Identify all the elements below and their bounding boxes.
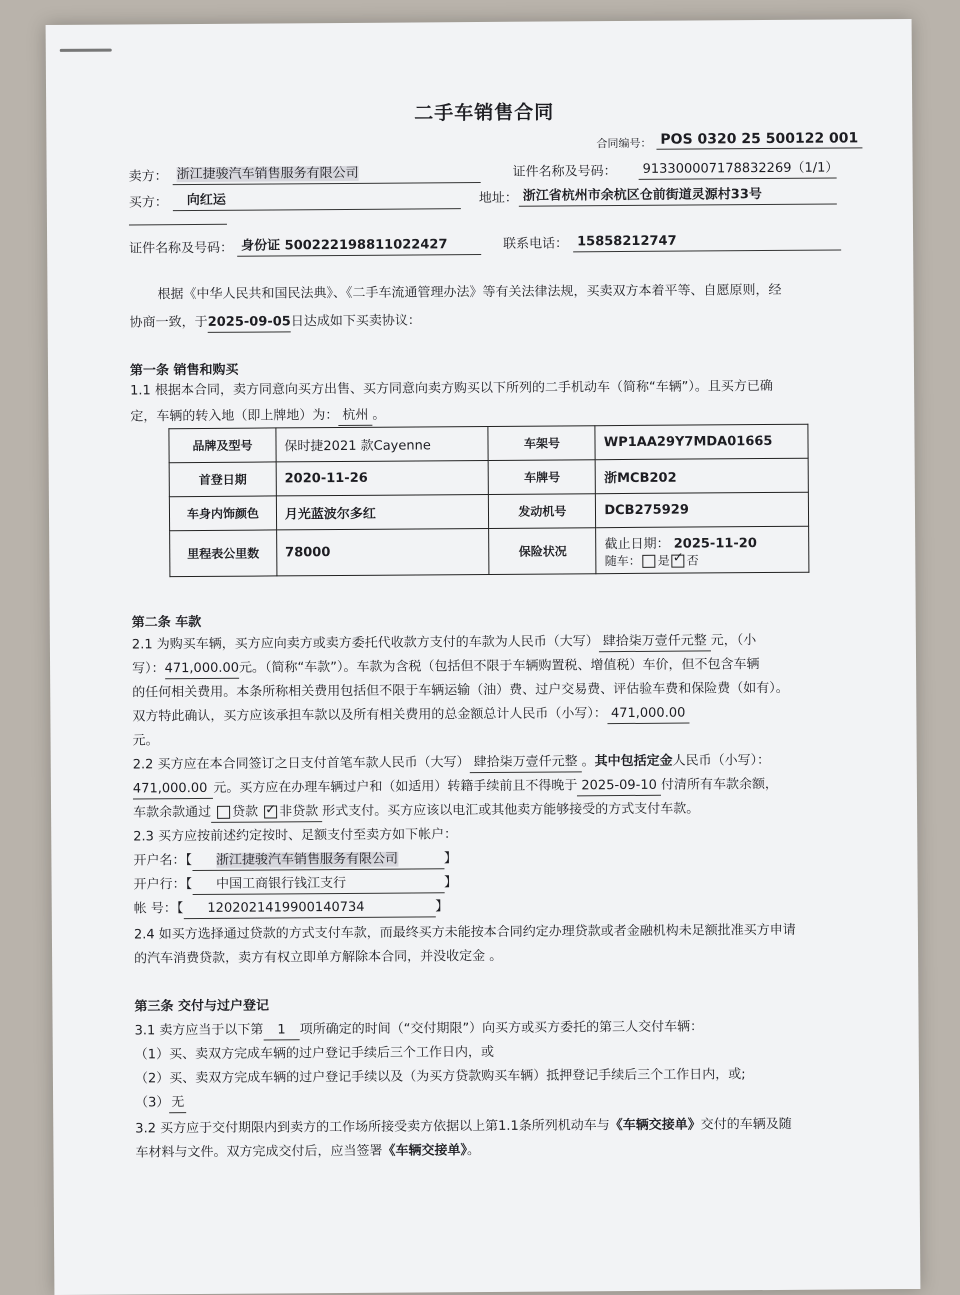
art3-text: 。 [466,1143,481,1159]
model-label: 品牌及型号 [169,428,276,463]
seller-label: 卖方： [128,169,168,185]
payment-method [211,803,322,823]
art2-text: 元。买方应在办理车辆过户和（如适用）转籍手续前且不得晚于 [213,778,578,796]
art2-line8 [133,800,699,823]
page-title: 二手车销售合同 [414,101,555,125]
art2-text: 元，（小 [710,633,757,649]
art2-text: 元。（简称“车款”）。车款为含税（包括但不限于车辆购置税、增值税）车价，但不包含车辆 [238,657,760,676]
total-amount: 471,000.00 [607,705,690,725]
article-1-heading: 第一条 销售和购买 [129,362,239,379]
ins-with-label: 随车： [604,553,641,568]
insurance-label: 保险状况 [489,528,596,575]
preamble-text: 协商一致，于 [129,314,208,331]
art2-text: 2.1 为购买车辆，买方应向卖方或卖方委托代收款方支付的车款为人民币（大写） [131,634,599,653]
destination-city: 杭州 [338,407,372,426]
art3-text: 车材料与文件。双方完成交付后，应当签署 [135,1143,383,1161]
amount-number: 471,000.00 [165,660,240,680]
handover-doc: 《车辆交接单》 [609,1117,701,1134]
account-number: 1202021419900140734 [183,898,435,919]
table-row [169,458,808,496]
art3-text: 3.2 买方应于交付期限内到卖方的工作场所接受卖方依据以上第1.1条所列机动车与 [135,1118,610,1137]
vin-label: 车架号 [488,426,595,461]
nonloan-label: 非贷款 [279,804,319,820]
table-row [170,526,809,576]
art2-line9: 2.3 买方应按前述约定按时、足额支付至卖方如下帐户： [133,827,458,845]
account-row [134,898,449,919]
buyer-address: 浙江省杭州市余杭区仓前街道灵源村33号 [519,186,837,207]
contract-paper [46,19,921,1295]
delivery-item: 1 [263,1021,299,1040]
bracket-close: 】 [444,875,458,891]
art1-line1: 1.1 根据本合同，卖方同意向买方出售、买方同意向卖方购买以下所列的二手机动车（简称“车辆”）。且买方已确 [130,378,773,399]
vehicle-table [168,424,809,577]
insurance-value [596,526,809,573]
ins-date: 2025-11-20 [673,535,757,552]
buyer-cert-label: 证件名称及号码： [129,240,234,257]
buyer-label: 买方： [128,195,168,211]
table-row [169,424,808,462]
account-name-text: 浙江捷骏汽车销售服务有限公司 [215,851,398,868]
ins-yes-checkbox[interactable] [643,554,656,567]
option-1: （1）买、卖双方完成车辆的过户登记手续后三个工作日内，或 [134,1044,495,1063]
reg-date-value: 2020-11-26 [276,460,489,495]
seller-name [173,164,481,185]
ins-date-label: 截止日期： [604,536,670,552]
buyer-name: 向红运 [173,190,461,211]
art2-text: 。 [581,754,595,770]
art2-line3: 的任何相关费用。本条所称相关费用包括但不限于车辆运输（油）费、过户交易费、评估验车费和保险费（如有）。 [132,680,789,701]
deposit-label: 其中包括定金 [594,753,673,770]
contract-no: POS 0320 25 500122 001 [656,129,862,149]
ins-yes-label: 是 [657,553,670,568]
seller-cert-label: 证件名称及号码： [512,164,617,180]
option-2: （2）买、卖双方完成车辆的过户登记手续以及（为买方贷款购买车辆）抵押登记手续后三个工作日内，或; [134,1067,746,1087]
art2-line5: 元。 [132,733,159,749]
art3-line2 [135,1116,792,1139]
article-2-heading: 第二条 车款 [131,614,202,631]
seller-name-text: 浙江捷骏汽车销售服务有限公司 [176,165,359,183]
bank-label: 开户行：【 [133,877,193,893]
amount-chinese: 肆拾柒万壹仟元整 [599,632,711,652]
vin-value: WP1AA29Y7MDA01665 [595,424,808,459]
nonloan-checkbox[interactable] [264,805,277,818]
art2-text: 形式支付。买方应该以电汇或其他卖方能够接受的方式支付车款。 [322,801,700,820]
art2-line11: 的汽车消费贷款，卖方有权立即单方解除本合同，并没收定金 。 [134,948,503,967]
option-3-label: （3） [135,1095,170,1111]
art2-text: 2.2 买方应在本合同签订之日支付首笔车款人民币（大写） [132,755,470,773]
account-name-label: 开户名：【 [133,853,192,869]
buyer-cert: 身份证 500222198811022427 [237,236,481,257]
bracket-close: 】 [435,899,449,915]
art2-line6 [133,752,770,775]
ins-no-checkbox[interactable] [672,554,685,567]
art2-text: 付清所有车款余额， [660,776,778,793]
art3-line1 [135,1018,704,1041]
account-name-row [133,850,457,871]
bracket-close: 】 [443,851,457,867]
due-date: 2025-09-10 [577,777,661,797]
engine-value: DCB275929 [596,492,809,527]
plate-value: 浙MCB202 [595,458,808,493]
art2-line1 [132,632,756,655]
account-label: 帐 号：【 [133,901,184,917]
art2-line7 [133,776,778,800]
art2-text: 车款余款通过 [133,804,212,821]
account-name [192,850,444,871]
buyer-addr-label: 地址： [478,190,518,207]
buyer-phone-label: 联系电话： [503,236,569,252]
mileage-value: 78000 [276,528,489,575]
deposit-amount: 471,000.00 [133,780,214,800]
loan-checkbox[interactable] [217,806,230,819]
art3-line3 [135,1142,480,1162]
ins-no-label: 否 [686,552,699,568]
option-3 [135,1094,186,1113]
seller-cert: 913300007178832269（1/1） [639,160,837,180]
preamble-line1: 根据《中华人民共和国民法典》、《二手车流通管理办法》等有关法律法规，买卖双方本着平等、自愿原则，经 [157,282,782,303]
article-3-heading: 第三条 交付与过户登记 [134,998,270,1015]
art2-text: 写）： [132,661,165,677]
staple-mark [60,49,112,52]
art2-line4 [132,705,689,728]
contract-no-label: 合同编号： [596,136,652,151]
mileage-label: 里程表公里数 [170,530,277,577]
art3-text: 项所确定的时间（“交付期限”）向买方或买方委托的第三人交付车辆： [299,1019,704,1038]
art2-text: 人民币（小写）： [672,752,771,769]
bank-name: 中国工商银行钱江支行 [192,874,444,895]
art1-text: 定，车辆的转入地（即上牌地）为： [130,408,339,425]
option-3-value: 无 [169,1094,186,1113]
art3-text: 3.1 卖方应当于以下第 [134,1022,264,1039]
buyer-underline [129,224,227,226]
art1-line2 [130,407,385,428]
agreement-date: 2025-09-05 [208,313,291,333]
color-value: 月光蓝波尔多红 [276,494,489,529]
loan-label: 贷款 [232,804,259,820]
preamble-text-end: 日达成如下买卖协议： [290,313,421,330]
table-row [169,492,808,530]
first-payment-chinese: 肆拾柒万壹仟元整 [469,753,581,773]
preamble-line2 [130,312,421,333]
buyer-phone: 15858212747 [573,231,841,252]
handover-doc: 《车辆交接单》 [382,1143,468,1159]
color-label: 车身内饰颜色 [169,496,276,531]
art2-line2 [132,656,760,679]
art3-text: 交付的车辆及随 [700,1116,792,1133]
bank-row [134,874,458,895]
engine-label: 发动机号 [489,494,596,529]
art1-end: 。 [372,407,386,423]
plate-label: 车牌号 [489,460,596,495]
reg-date-label: 首登日期 [169,462,276,497]
model-value: 保时捷2021 款Cayenne [276,426,489,461]
art2-line10: 2.4 如买方选择通过贷款的方式支付车款，而最终买方未能按本合同约定办理贷款或者金融机构未足额批准买方申请 [133,922,796,943]
art2-text: 双方特此确认，买方应该承担车款以及所有相关费用的总金额总计人民币（小写）： [132,706,607,725]
